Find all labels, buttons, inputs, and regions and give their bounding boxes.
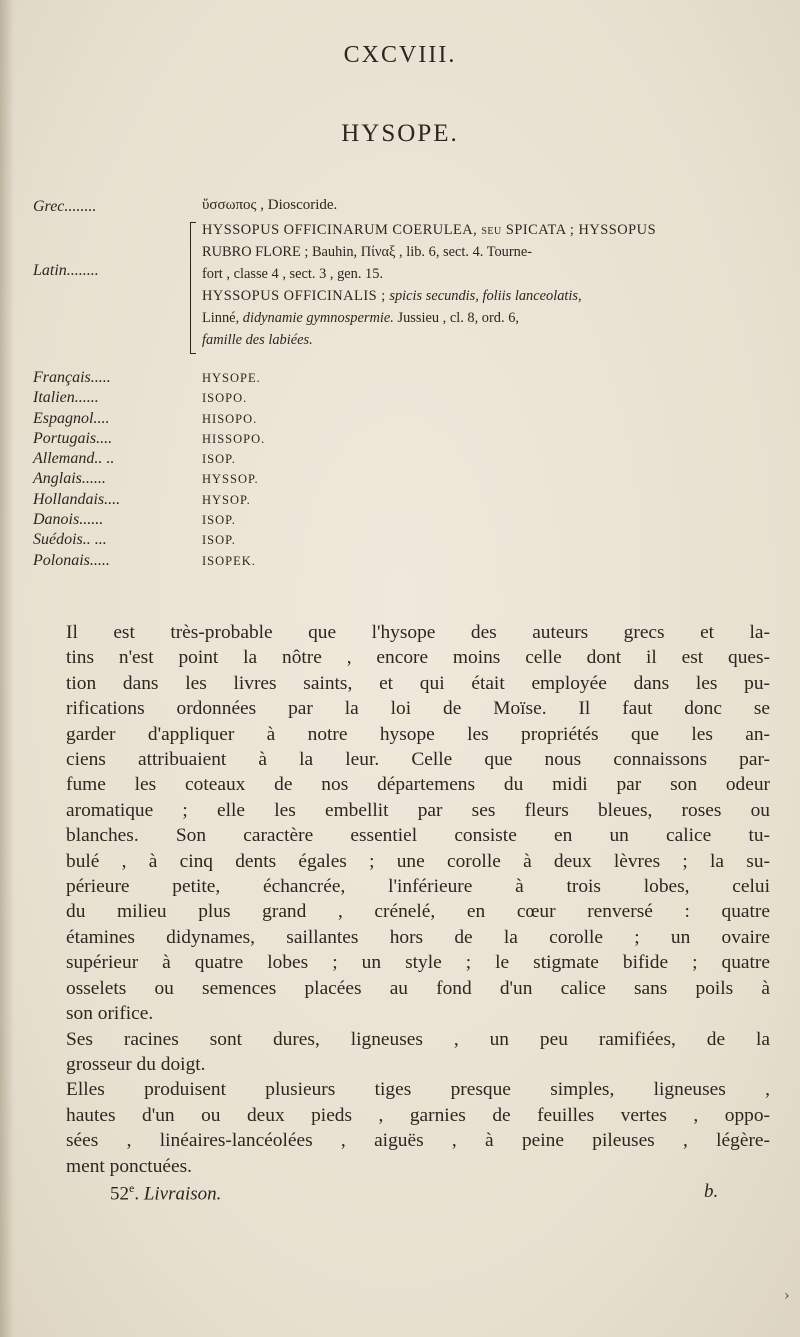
latin-line-6: famille des labiées. [202, 332, 313, 348]
latin-line-1: HYSSOPUS OFFICINARUM COERULEA, seu SPICATA ; HYSSOPUS [202, 222, 657, 238]
body-line: Il est très-probable que l'hysope des auteurs grecs et la- [66, 622, 770, 643]
body-line: hautes d'un ou deux pieds , garnies de feuilles vertes , oppo- [66, 1104, 770, 1126]
body-line: rifications ordonnées par la loi de Moïse. Il faut donc se [66, 698, 770, 720]
body-line: aromatique ; elle les embellit par ses fleurs bleues, roses ou [66, 799, 770, 821]
body-line: étamines didynames, saillantes hors de la corolle ; un ovaire [66, 926, 770, 948]
signature-mark: b. [704, 1181, 719, 1202]
body-line: son orifice. [66, 1003, 154, 1025]
lang-row: Français..... HYSOPE. [33, 369, 261, 386]
vernacular-names-list [33, 369, 393, 572]
body-line: garder d'appliquer à notre hysope les propriétés que les an- [66, 723, 770, 745]
margin-mark: › [784, 1288, 790, 1304]
folio-number: CXCVIII. [343, 42, 457, 68]
livraison-number: 52 [110, 1183, 129, 1205]
body-line: Ses racines sont dures, ligneuses , un peu ramifiées, de la [66, 1028, 770, 1050]
latin-line-4: HYSSOPUS OFFICINALIS ; spicis secundis, foliis lanceolatis, [202, 288, 582, 304]
grec-label: Grec........ [33, 198, 97, 215]
livraison-label: Livraison. [143, 1183, 222, 1205]
lang-row: Anglais...... HYSSOP. [33, 470, 259, 488]
lang-row: Allemand.. .. ISOP. [33, 450, 236, 468]
lang-row: Portugais.... HISSOPO. [33, 429, 266, 447]
page-title: HYSOPE. [341, 120, 459, 147]
lang-row: Espagnol.... HISOPO. [33, 409, 258, 427]
body-line: périeure petite, échancrée, l'inférieure à trois lobes, celui [66, 876, 770, 898]
lang-row: Hollandais.... HYSOP. [33, 490, 251, 508]
latin-line-5: Linné, didynamie gymnospermie. Jussieu , cl. 8, ord. 6, [202, 310, 519, 326]
livraison-suffix: e [129, 1181, 135, 1195]
body-line: du milieu plus grand , crénelé, en cœur renversé : quatre [66, 901, 770, 923]
latin-brace [190, 222, 199, 354]
latin-label: Latin........ [33, 262, 99, 279]
body-line: grosseur du doigt. [66, 1053, 206, 1075]
body-line: tion dans les livres saints, et qui était employée dans les pu- [66, 672, 770, 694]
lang-row: Suédois.. ... ISOP. [33, 531, 236, 549]
body-line: fume les coteaux de nos départemens du midi par son odeur [66, 774, 770, 796]
binding-shadow [0, 0, 14, 1337]
body-line: blanches. Son caractère essentiel consiste en un calice tu- [66, 825, 770, 847]
body-line: osselets ou semences placées au fond d'un calice sans poils à [66, 977, 770, 999]
grec-value: ὕσσωπος , Dioscoride. [202, 197, 338, 213]
lang-row: Danois...... ISOP. [33, 511, 236, 529]
lang-row: Italien...... ISOPO. [33, 389, 248, 407]
body-line: ment ponctuées. [66, 1155, 193, 1177]
latin-line-3: fort , classe 4 , sect. 3 , gen. 15. [202, 266, 384, 282]
body-line: sées , linéaires-lancéolées , aiguës , à peine pileuses , légère- [66, 1130, 770, 1152]
body-line: supérieur à quatre lobes ; un style ; le stigmate bifide ; quatre [66, 952, 770, 974]
body-text [66, 620, 770, 1179]
body-line: bulé , à cinq dents égales ; une corolle à deux lèvres ; la su- [66, 850, 770, 872]
latin-synonyms [202, 219, 767, 351]
latin-line-2: RUBRO FLORE ; Bauhin, Πίναξ , lib. 6, sect. 4. Tourne- [202, 244, 533, 260]
livraison-footer: 52e. Livraison. [110, 1181, 222, 1205]
body-line: ciens attribuaient à la leur. Celle que nous connaissons par- [66, 749, 770, 771]
body-line: tins n'est point la nôtre , encore moins celle dont il est ques- [66, 647, 770, 669]
body-line: Elles produisent plusieurs tiges presque simples, ligneuses , [66, 1079, 770, 1101]
lang-row: Polonais..... ISOPEK. [33, 551, 256, 569]
